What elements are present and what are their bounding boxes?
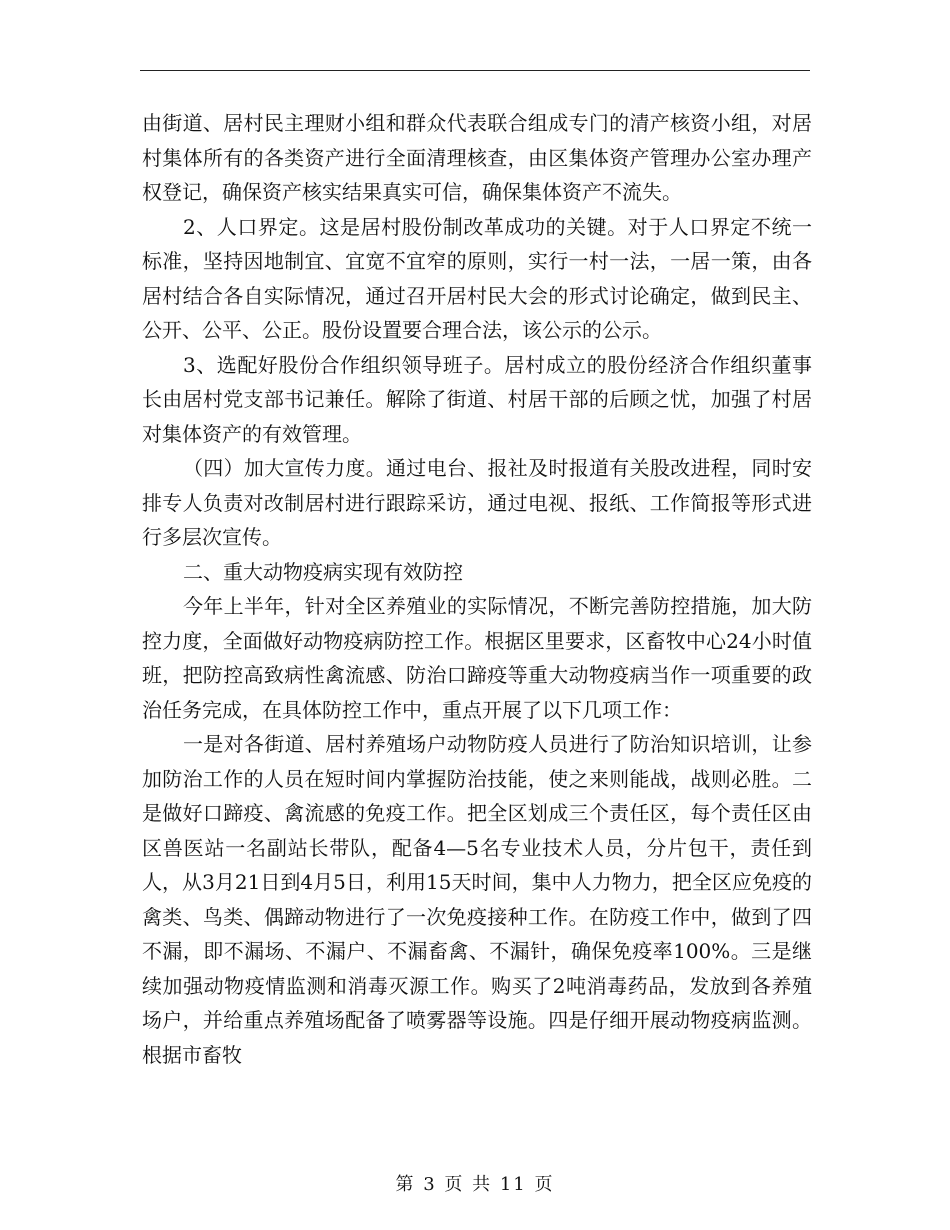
paragraph-work-items: 一是对各街道、居村养殖场户动物防疫人员进行了防治知识培训，让参加防治工作的人员在短时间内掌握防治技能，使之来则能战，战则必胜。二是做好口蹄疫、禽流感的免疫工作。把全区划成三个责任区，每个责任区由区兽医站一名副站长带队，配备4—5名专业技术人员，分片包干，责任到人，从3月21日到4月5日，利用15天时间，集中人力物力，把全区应免疫的禽类、鸟类、偶蹄动物进行了一次免疫接种工作。在防疫工作中，做到了四不漏，即不漏场、不漏户、不漏畜禽、不漏针，确保免疫率100%。三是继续加强动物疫情监测和消毒灭源工作。购买了2吨消毒药品，发放到各养殖场户，并给重点养殖场配备了喷雾器等设施。四是仔细开展动物疫病监测。根据市畜牧: [142, 732, 812, 1067]
page-number: 第 3 页 共 11 页: [395, 1174, 555, 1195]
paragraph-population-definition: 2、人口界定。这是居村股份制改革成功的关键。对于人口界定不统一标准，坚持因地制宜、宜宽不宜窄的原则，实行一村一法，一居一策，由各居村结合各自实际情况，通过召开居村民大会的形式讨论确定，做到民主、公开、公平、公正。股份设置要合理合法，该公示的公示。: [142, 214, 812, 342]
paragraph-leadership-team: 3、选配好股份合作组织领导班子。居村成立的股份经济合作组织董事长由居村党支部书记兼任。解除了街道、村居干部的后顾之忧，加强了村居对集体资产的有效管理。: [142, 352, 812, 446]
paragraph-publicity: （四）加大宣传力度。通过电台、报社及时报道有关股改进程，同时安排专人负责对改制居村进行跟踪采访，通过电视、报纸、工作简报等形式进行多层次宣传。: [142, 456, 812, 549]
paragraph-asset-verification: 由街道、居村民主理财小组和群众代表联合组成专门的清产核资小组，对居村集体所有的各类资产进行全面清理核查，由区集体资产管理办公室办理产权登记，确保资产核实结果真实可信，确保集体资产不流失。: [142, 111, 812, 204]
section-heading-animal-disease: 二、重大动物疫病实现有效防控: [183, 559, 463, 584]
paragraph-first-half-year: 今年上半年，针对全区养殖业的实际情况，不断完善防控措施，加大防控力度，全面做好动物疫病防控工作。根据区里要求，区畜牧中心24小时值班，把防控高致病性禽流感、防治口蹄疫等重大动物疫病当作一项重要的政治任务完成，在具体防控工作中，重点开展了以下几项工作：: [142, 594, 812, 722]
document-body: [142, 106, 812, 1072]
header-rule: [140, 70, 810, 71]
